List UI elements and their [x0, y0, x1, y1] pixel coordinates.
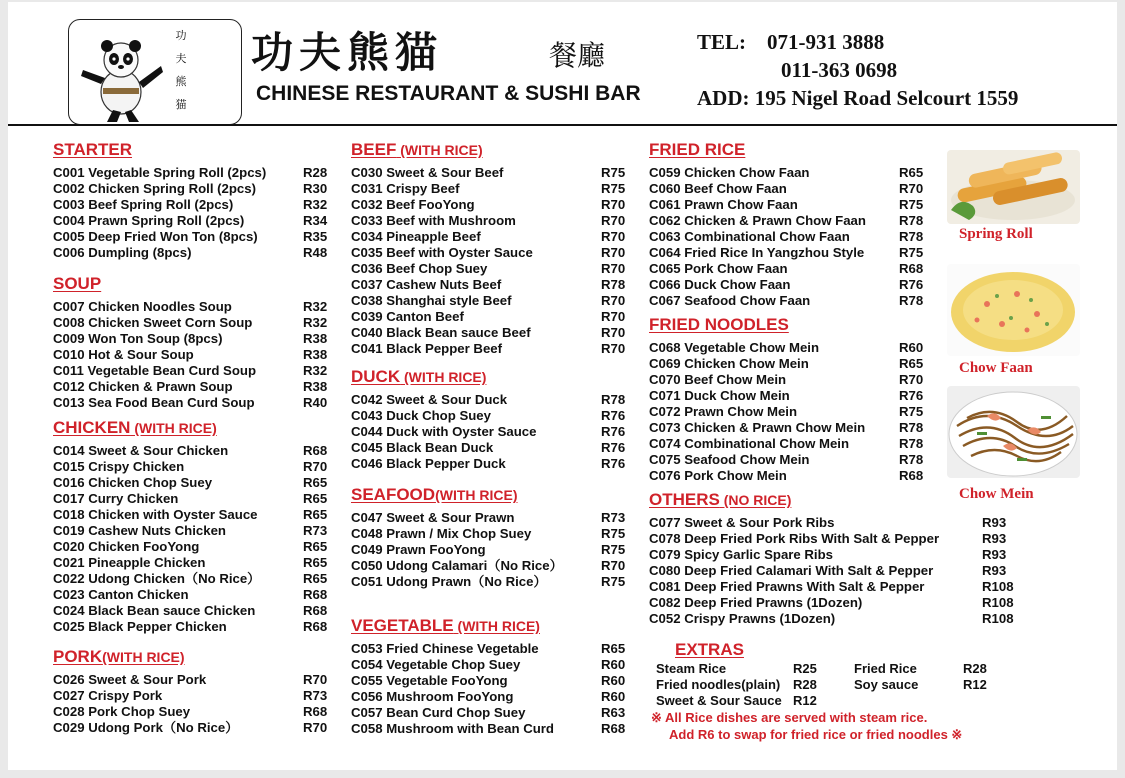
- menu-item-price: R65: [303, 475, 328, 490]
- menu-item-price: R70: [601, 341, 626, 356]
- menu-item-price: R75: [601, 526, 626, 541]
- restaurant-name-english: CHINESE RESTAURANT & SUSHI BAR: [256, 82, 641, 105]
- menu-item-name: C062 Chicken & Prawn Chow Faan: [649, 213, 866, 228]
- section-title-text: SOUP: [53, 274, 102, 293]
- photo-caption: Spring Roll: [959, 226, 1033, 242]
- menu-item-price: R78: [601, 392, 626, 407]
- menu-item-name: C020 Chicken FooYong: [53, 539, 200, 554]
- menu-item-name: C080 Deep Fried Calamari With Salt & Pepper: [649, 563, 934, 578]
- section-title-text: DUCK: [351, 367, 401, 386]
- fried-rice-photo: [947, 264, 1080, 356]
- menu-item-price: R28: [303, 165, 328, 180]
- menu-item-name: C007 Chicken Noodles Soup: [53, 299, 232, 314]
- menu-item-price: R78: [899, 420, 924, 435]
- menu-item-name: C021 Pineapple Chicken: [53, 555, 206, 570]
- menu-item-price: R76: [601, 408, 626, 423]
- menu-item-name: C079 Spicy Garlic Spare Ribs: [649, 547, 833, 562]
- menu-item-name: C008 Chicken Sweet Corn Soup: [53, 315, 253, 330]
- restaurant-name-chinese: 功夫熊猫: [251, 28, 444, 77]
- section-title: [53, 140, 132, 160]
- menu-item-price: R73: [303, 523, 328, 538]
- menu-item-price: R65: [899, 165, 924, 180]
- menu-item-name: C046 Black Pepper Duck: [351, 456, 506, 471]
- menu-item-name: C030 Sweet & Sour Beef: [351, 165, 504, 180]
- menu-item-price: R68: [899, 261, 924, 276]
- menu-item-price: R93: [982, 531, 1007, 546]
- menu-item-name: C067 Seafood Chow Faan: [649, 293, 811, 308]
- menu-item-price: R78: [601, 277, 626, 292]
- menu-item-price: R38: [303, 347, 328, 362]
- panda-icon: [77, 36, 163, 122]
- menu-item-price: R60: [601, 689, 626, 704]
- menu-item-price: R108: [982, 611, 1014, 626]
- extra-item: Fried Rice: [854, 661, 917, 676]
- menu-item-price: R76: [899, 277, 924, 292]
- section-title: [53, 647, 185, 667]
- menu-item-name: C027 Crispy Pork: [53, 688, 163, 703]
- extra-price: R25: [793, 661, 817, 676]
- menu-item-price: R68: [303, 704, 328, 719]
- menu-item-price: R76: [601, 456, 626, 471]
- menu-item-name: C011 Vegetable Bean Curd Soup: [53, 363, 257, 378]
- menu-item-price: R70: [899, 181, 924, 196]
- menu-item-price: R75: [899, 404, 924, 419]
- menu-item-price: R70: [601, 325, 626, 340]
- menu-item-price: R38: [303, 331, 328, 346]
- menu-item-name: C002 Chicken Spring Roll (2pcs): [53, 181, 256, 196]
- menu-item-price: R63: [601, 705, 626, 720]
- section-title: [351, 140, 483, 160]
- menu-item-name: C060 Beef Chow Faan: [649, 181, 787, 196]
- section-title: [351, 367, 486, 387]
- menu-item-name: C073 Chicken & Prawn Chow Mein: [649, 420, 866, 435]
- extra-price: R12: [963, 677, 987, 692]
- menu-item-price: R70: [601, 213, 626, 228]
- section-title-text: BEEF: [351, 140, 397, 159]
- menu-item-price: R93: [982, 563, 1007, 578]
- menu-item-name: C022 Udong Chicken（No Rice）: [53, 571, 261, 586]
- menu-item-price: R68: [303, 619, 328, 634]
- extra-item: Sweet & Sour Sauce: [656, 693, 782, 708]
- extra-price: R28: [793, 677, 817, 692]
- section-title-note: (WITH RICE): [102, 649, 185, 665]
- menu-item-name: C031 Crispy Beef: [351, 181, 460, 196]
- section-title: [649, 140, 745, 160]
- menu-item-name: C064 Fried Rice In Yangzhou Style: [649, 245, 865, 260]
- menu-item-price: R70: [601, 558, 626, 573]
- menu-item-price: R34: [303, 213, 328, 228]
- logo-char: 猫: [175, 98, 187, 111]
- menu-item-name: C023 Canton Chicken: [53, 587, 189, 602]
- menu-item-name: C035 Beef with Oyster Sauce: [351, 245, 533, 260]
- menu-item-name: C006 Dumpling (8pcs): [53, 245, 192, 260]
- menu-item-price: R75: [899, 245, 924, 260]
- logo: [68, 19, 242, 125]
- menu-item-name: C057 Bean Curd Chop Suey: [351, 705, 526, 720]
- logo-text-strip: [169, 24, 193, 118]
- extra-item: Soy sauce: [854, 677, 919, 692]
- menu-item-price: R93: [982, 547, 1007, 562]
- menu-item-name: C065 Pork Chow Faan: [649, 261, 788, 276]
- menu-item-name: C069 Chicken Chow Mein: [649, 356, 809, 371]
- menu-item-price: R78: [899, 452, 924, 467]
- menu-item-name: C010 Hot & Sour Soup: [53, 347, 194, 362]
- logo-char: 熊: [175, 75, 187, 88]
- menu-item-name: C024 Black Bean sauce Chicken: [53, 603, 256, 618]
- menu-item-name: C077 Sweet & Sour Pork Ribs: [649, 515, 835, 530]
- menu-item-name: C054 Vegetable Chop Suey: [351, 657, 521, 672]
- menu-item-price: R40: [303, 395, 328, 410]
- menu-item-name: C038 Shanghai style Beef: [351, 293, 512, 308]
- menu-item-price: R68: [303, 443, 328, 458]
- menu-item-price: R70: [303, 720, 328, 735]
- swap-note: Add R6 to swap for fried rice or fried noodles ※: [669, 727, 963, 742]
- menu-item-price: R70: [303, 672, 328, 687]
- menu-item-name: C055 Vegetable FooYong: [351, 673, 508, 688]
- menu-item-name: C045 Black Bean Duck: [351, 440, 494, 455]
- section-title: [649, 490, 791, 510]
- menu-item-price: R65: [303, 507, 328, 522]
- menu-item-price: R75: [601, 165, 626, 180]
- menu-item-price: R65: [303, 539, 328, 554]
- photo-caption: Chow Mein: [959, 486, 1034, 502]
- menu-item-price: R75: [601, 181, 626, 196]
- rice-note: ※ All Rice dishes are served with steam rice.: [651, 710, 928, 725]
- section-title-text: OTHERS: [649, 490, 720, 509]
- chow-mein-photo: [947, 386, 1080, 478]
- menu-item-name: C036 Beef Chop Suey: [351, 261, 488, 276]
- menu-item-name: C001 Vegetable Spring Roll (2pcs): [53, 165, 267, 180]
- menu-item-price: R70: [601, 261, 626, 276]
- menu-item-name: C009 Won Ton Soup (8pcs): [53, 331, 223, 346]
- menu-item-name: C004 Prawn Spring Roll (2pcs): [53, 213, 245, 228]
- menu-item-name: C018 Chicken with Oyster Sauce: [53, 507, 258, 522]
- menu-item-price: R48: [303, 245, 328, 260]
- section-title-note: (WITH RICE): [130, 420, 217, 436]
- menu-item-name: C003 Beef Spring Roll (2pcs): [53, 197, 234, 212]
- menu-item-name: C012 Chicken & Prawn Soup: [53, 379, 233, 394]
- menu-item-price: R32: [303, 197, 328, 212]
- menu-item-price: R108: [982, 595, 1014, 610]
- menu-item-price: R75: [899, 197, 924, 212]
- menu-item-name: C032 Beef FooYong: [351, 197, 475, 212]
- menu-item-price: R68: [303, 603, 328, 618]
- menu-item-name: C075 Seafood Chow Mein: [649, 452, 810, 467]
- menu-item-price: R70: [601, 197, 626, 212]
- menu-item-name: C005 Deep Fried Won Ton (8pcs): [53, 229, 258, 244]
- menu-item-price: R78: [899, 293, 924, 308]
- extra-item: Fried noodles(plain): [656, 677, 781, 692]
- menu-item-name: C040 Black Bean sauce Beef: [351, 325, 531, 340]
- menu-item-name: C050 Udong Calamari（No Rice）: [351, 558, 563, 573]
- section-title-text: VEGETABLE: [351, 616, 454, 635]
- menu-item-name: C039 Canton Beef: [351, 309, 464, 324]
- menu-item-price: R73: [601, 510, 626, 525]
- section-title-note: (NO RICE): [719, 492, 792, 508]
- menu-item-name: C049 Prawn FooYong: [351, 542, 486, 557]
- menu-item-name: C072 Prawn Chow Mein: [649, 404, 798, 419]
- menu-item-price: R65: [899, 356, 924, 371]
- photo-caption: Chow Faan: [959, 360, 1033, 376]
- menu-item-price: R65: [601, 641, 626, 656]
- section-title-note: (WITH RICE): [435, 487, 518, 503]
- menu-item-name: C042 Sweet & Sour Duck: [351, 392, 508, 407]
- menu-sheet: [8, 2, 1117, 770]
- menu-item-price: R68: [601, 721, 626, 736]
- menu-item-name: C047 Sweet & Sour Prawn: [351, 510, 515, 525]
- menu-item-name: C061 Prawn Chow Faan: [649, 197, 798, 212]
- section-title: [351, 616, 540, 636]
- menu-item-name: C028 Pork Chop Suey: [53, 704, 191, 719]
- menu-item-name: C066 Duck Chow Faan: [649, 277, 791, 292]
- menu-item-price: R75: [601, 542, 626, 557]
- extra-item: Steam Rice: [656, 661, 727, 676]
- header-divider: [8, 124, 1117, 126]
- menu-item-name: C068 Vegetable Chow Mein: [649, 340, 820, 355]
- restaurant-type-chinese: 餐廳: [549, 39, 606, 72]
- address: ADD: 195 Nigel Road Selcourt 1559: [697, 86, 1019, 110]
- menu-item-price: R93: [982, 515, 1007, 530]
- menu-item-name: C081 Deep Fried Prawns With Salt & Pepper: [649, 579, 925, 594]
- menu-item-price: R65: [303, 491, 328, 506]
- menu-item-price: R70: [601, 229, 626, 244]
- menu-item-name: C019 Cashew Nuts Chicken: [53, 523, 226, 538]
- menu-item-name: C033 Beef with Mushroom: [351, 213, 516, 228]
- menu-item-name: C071 Duck Chow Mein: [649, 388, 790, 403]
- section-title-text: STARTER: [53, 140, 133, 159]
- spring-roll-photo: [947, 150, 1080, 224]
- menu-item-name: C013 Sea Food Bean Curd Soup: [53, 395, 255, 410]
- menu-item-price: R108: [982, 579, 1014, 594]
- section-title: [53, 418, 217, 438]
- telephone-1: TEL: 071-931 3888: [697, 30, 885, 54]
- menu-item-name: C059 Chicken Chow Faan: [649, 165, 810, 180]
- section-title: [649, 315, 789, 335]
- menu-item-name: C074 Combinational Chow Mein: [649, 436, 850, 451]
- extra-price: R12: [793, 693, 817, 708]
- logo-char: 功: [175, 29, 187, 42]
- section-title-text: CHICKEN: [53, 418, 131, 437]
- menu-item-price: R76: [899, 388, 924, 403]
- menu-item-name: C082 Deep Fried Prawns (1Dozen): [649, 595, 863, 610]
- menu-item-name: C048 Prawn / Mix Chop Suey: [351, 526, 532, 541]
- menu-item-price: R32: [303, 363, 328, 378]
- section-title: [53, 274, 101, 294]
- menu-item-price: R68: [899, 468, 924, 483]
- menu-item-name: C078 Deep Fried Pork Ribs With Salt & Pepper: [649, 531, 940, 546]
- menu-item-price: R76: [601, 440, 626, 455]
- menu-item-name: C014 Sweet & Sour Chicken: [53, 443, 229, 458]
- menu-item-name: C029 Udong Pork（No Rice）: [53, 720, 239, 735]
- menu-item-price: R70: [303, 459, 328, 474]
- menu-item-price: R70: [601, 245, 626, 260]
- section-title-text: FRIED RICE: [649, 140, 746, 159]
- section-title: [351, 485, 518, 505]
- menu-item-name: C076 Pork Chow Mein: [649, 468, 787, 483]
- menu-item-price: R65: [303, 571, 328, 586]
- menu-item-price: R38: [303, 379, 328, 394]
- menu-item-name: C063 Combinational Chow Faan: [649, 229, 850, 244]
- menu-item-name: C053 Fried Chinese Vegetable: [351, 641, 539, 656]
- menu-item-name: C017 Curry Chicken: [53, 491, 179, 506]
- menu-item-price: R30: [303, 181, 328, 196]
- menu-item-name: C058 Mushroom with Bean Curd: [351, 721, 554, 736]
- section-title-extras: EXTRAS: [675, 640, 744, 659]
- menu-item-price: R78: [899, 229, 924, 244]
- menu-item-price: R60: [601, 657, 626, 672]
- menu-item-name: C044 Duck with Oyster Sauce: [351, 424, 537, 439]
- menu-item-price: R70: [899, 372, 924, 387]
- menu-item-name: C052 Crispy Prawns (1Dozen): [649, 611, 836, 626]
- menu-item-price: R60: [899, 340, 924, 355]
- logo-char: 夫: [175, 52, 187, 65]
- section-title-note: (WITH RICE): [400, 369, 487, 385]
- menu-item-name: C037 Cashew Nuts Beef: [351, 277, 502, 292]
- menu-item-name: C041 Black Pepper Beef: [351, 341, 502, 356]
- menu-item-name: C043 Duck Chop Suey: [351, 408, 491, 423]
- section-title-note: (WITH RICE): [396, 142, 483, 158]
- menu-item-price: R76: [601, 424, 626, 439]
- menu-item-price: R73: [303, 688, 328, 703]
- menu-item-price: R78: [899, 213, 924, 228]
- menu-item-name: C034 Pineapple Beef: [351, 229, 481, 244]
- menu-item-price: R60: [601, 673, 626, 688]
- menu-item-name: C051 Udong Prawn（No Rice）: [351, 574, 547, 589]
- menu-item-price: R75: [601, 574, 626, 589]
- menu-item-price: R78: [899, 436, 924, 451]
- section-title-text: FRIED NOODLES: [649, 315, 789, 334]
- menu-item-name: C056 Mushroom FooYong: [351, 689, 514, 704]
- section-title-note: (WITH RICE): [453, 618, 540, 634]
- menu-item-price: R35: [303, 229, 328, 244]
- menu-item-name: C070 Beef Chow Mein: [649, 372, 787, 387]
- menu-item-price: R68: [303, 587, 328, 602]
- menu-item-price: R70: [601, 293, 626, 308]
- menu-item-price: R65: [303, 555, 328, 570]
- menu-item-name: C015 Crispy Chicken: [53, 459, 185, 474]
- section-title-text: PORK: [53, 647, 103, 666]
- telephone-2: 011-363 0698: [781, 58, 898, 82]
- menu-item-name: C016 Chicken Chop Suey: [53, 475, 213, 490]
- section-title-text: SEAFOOD: [351, 485, 436, 504]
- menu-item-price: R32: [303, 315, 328, 330]
- menu-item-price: R32: [303, 299, 328, 314]
- extra-price: R28: [963, 661, 987, 676]
- menu-item-name: C025 Black Pepper Chicken: [53, 619, 227, 634]
- menu-item-price: R70: [601, 309, 626, 324]
- menu-item-name: C026 Sweet & Sour Pork: [53, 672, 207, 687]
